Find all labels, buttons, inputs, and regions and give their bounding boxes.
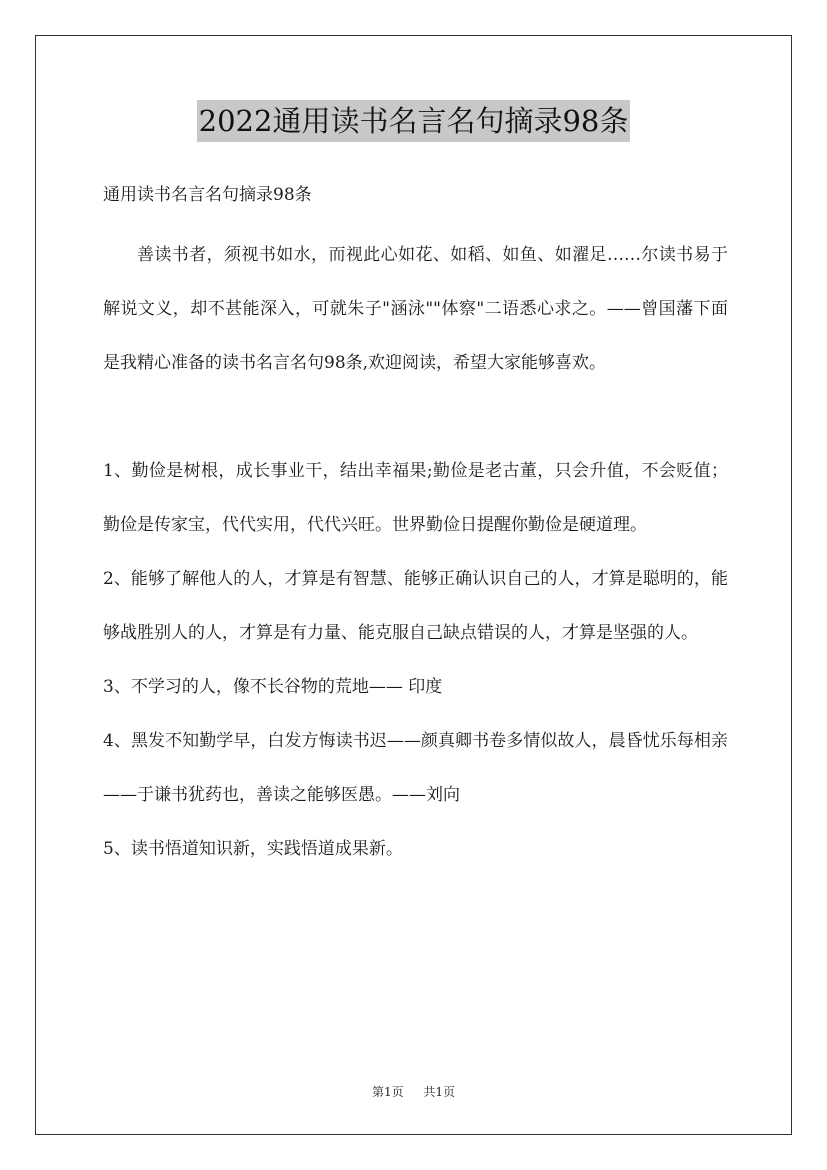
document-title: 2022通用读书名言名句摘录98条 bbox=[197, 100, 631, 142]
paragraph-gap bbox=[103, 390, 728, 444]
quote-item-3: 3、不学习的人，像不长谷物的荒地—— 印度 bbox=[103, 677, 443, 697]
page-total: 共1页 bbox=[423, 1085, 455, 1099]
document-body bbox=[103, 176, 728, 876]
page-footer bbox=[0, 1083, 827, 1100]
quote-item-2: 2、能够了解他人的人，才算是有智慧、能够正确认识自己的人，才算是聪明的，能够战胜别人的人，才算是有力量、能克服自己缺点错误的人，才算是坚强的人。 bbox=[103, 569, 728, 643]
quote-item-4: 4、黑发不知勤学早，白发方悔读书迟——颜真卿书卷多情似故人，晨昏忧乐每相亲——于谦书犹药也，善读之能够医愚。——刘向 bbox=[103, 731, 728, 805]
quote-item-1: 1、勤俭是树根，成长事业干，结出幸福果;勤俭是老古董，只会升值，不会贬值；勤俭是传家宝，代代实用，代代兴旺。世界勤俭日提醒你勤俭是硬道理。 bbox=[103, 461, 728, 535]
intro-paragraph: 善读书者，须视书如水，而视此心如花、如稻、如鱼、如濯足……尔读书易于解说文义，却不甚能深入，可就朱子"涵泳""体察"二语悉心求之。——曾国藩下面是我精心准备的读书名言名句98条,欢迎阅读，希望大家能够喜欢。 bbox=[103, 245, 728, 373]
quote-item-5: 5、读书悟道知识新，实践悟道成果新。 bbox=[103, 839, 403, 859]
title-container bbox=[0, 100, 827, 142]
document-subtitle: 通用读书名言名句摘录98条 bbox=[103, 185, 312, 205]
page-number: 第1页 bbox=[372, 1085, 404, 1099]
